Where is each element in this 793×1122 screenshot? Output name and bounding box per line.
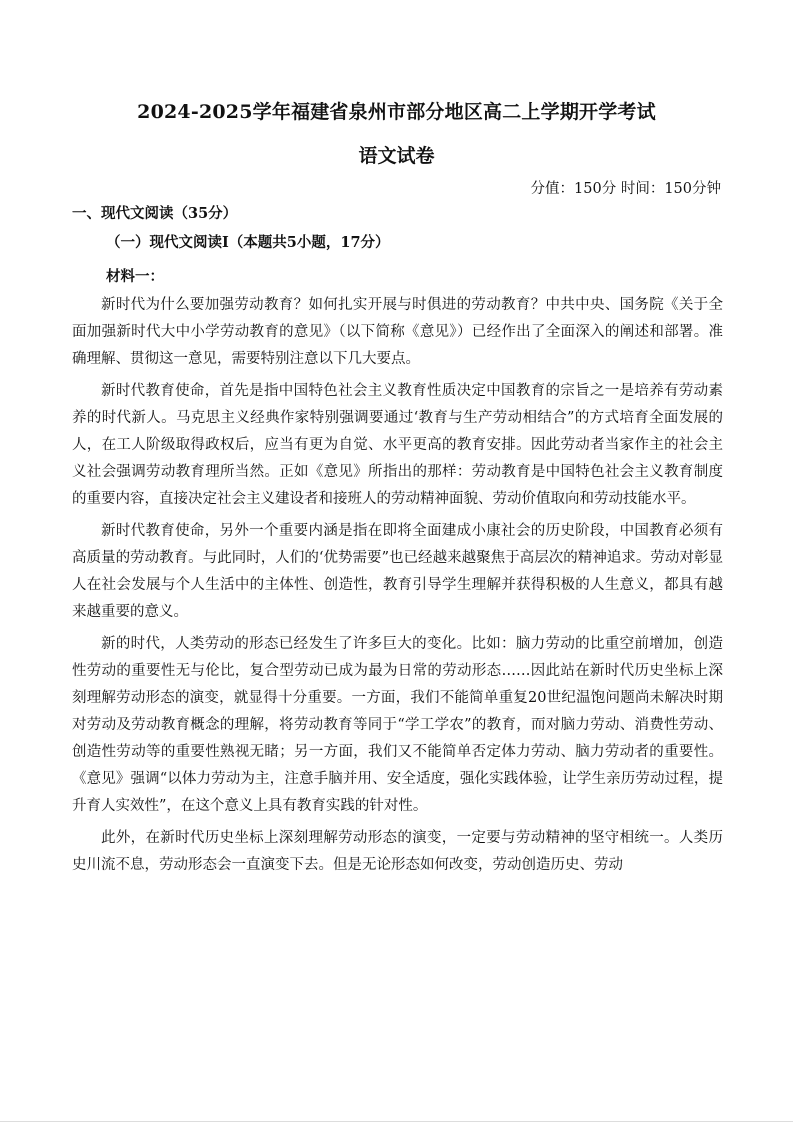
score-time-line: 分值：150分 时间：150分钟 [530, 181, 721, 197]
material-label: 材料一： [106, 268, 164, 285]
paragraph: 此外，在新时代历史坐标上深刻理解劳动形态的演变，一定要与劳动精神的坚守相统一。人类历史川流不息，劳动形态会一直演变下去。但是无论形态如何改变，劳动创造历史、劳动 [72, 830, 723, 873]
exam-subtitle: 语文试卷 [358, 145, 435, 167]
section-heading: 一、现代文阅读（35分） [72, 205, 238, 222]
paragraph: 新时代为什么要加强劳动教育？如何扎实开展与时俱进的劳动教育？中共中央、国务院《关于全面加强新时代大中小学劳动教育的意见》（以下简称《意见》）已经作出了全面深入的阐述和部署。准确理解、贯彻这一意见，需要特别注意以下几大要点。 [72, 297, 723, 367]
paragraph: 新时代教育使命，另外一个重要内涵是指在即将全面建成小康社会的历史阶段，中国教育必须有高质量的劳动教育。与此同时，人们的‘优势需要”也已经越来越聚焦于高层次的精神追求。劳动对彰显人在社会发展与个人生活中的主体性、创造性，教育引导学生理解并获得积极的人生意义，都具有越来越重要的意义。 [72, 523, 723, 620]
paragraph: 新时代教育使命，首先是指中国特色社会主义教育性质决定中国教育的宗旨之一是培养有劳动素养的时代新人。马克思主义经典作家特别强调要通过‘教育与生产劳动相结合”的方式培育全面发展的人，在工人阶级取得政权后，应当有更为自觉、水平更高的教育安排。因此劳动者当家作主的社会主义社会强调劳动教育理所当然。正如《意见》所指出的那样：劳动教育是中国特色社会主义教育制度的重要内容，直接决定社会主义建设者和接班人的劳动精神面貌、劳动价值取向和劳动技能水平。 [72, 383, 723, 507]
subsection-heading: （一）现代文阅读Ⅰ（本题共5小题，17分） [106, 234, 390, 251]
reading-passage [72, 292, 723, 879]
paragraph: 新的时代，人类劳动的形态已经发生了许多巨大的变化。比如：脑力劳动的比重空前增加，创造性劳动的重要性无与伦比，复合型劳动已成为最为日常的劳动形态……因此站在新时代历史坐标上深刻理解劳动形态的演变，就显得十分重要。一方面，我们不能简单重复20世纪温饱问题尚未解决时期对劳动及劳动教育概念的理解，将劳动教育等同于“学工学农”的教育，而对脑力劳动、消费性劳动、创造性劳动等的重要性熟视无睹；另一方面，我们又不能简单否定体力劳动、脑力劳动者的重要性。《意见》强调“以体力劳动为主，注意手脑并用、安全适度，强化实践体验，让学生亲历劳动过程，提升育人实效性”，在这个意义上具有教育实践的针对性。 [72, 636, 723, 814]
exam-title: 2024-2025学年福建省泉州市部分地区高二上学期开学考试 [137, 101, 656, 123]
